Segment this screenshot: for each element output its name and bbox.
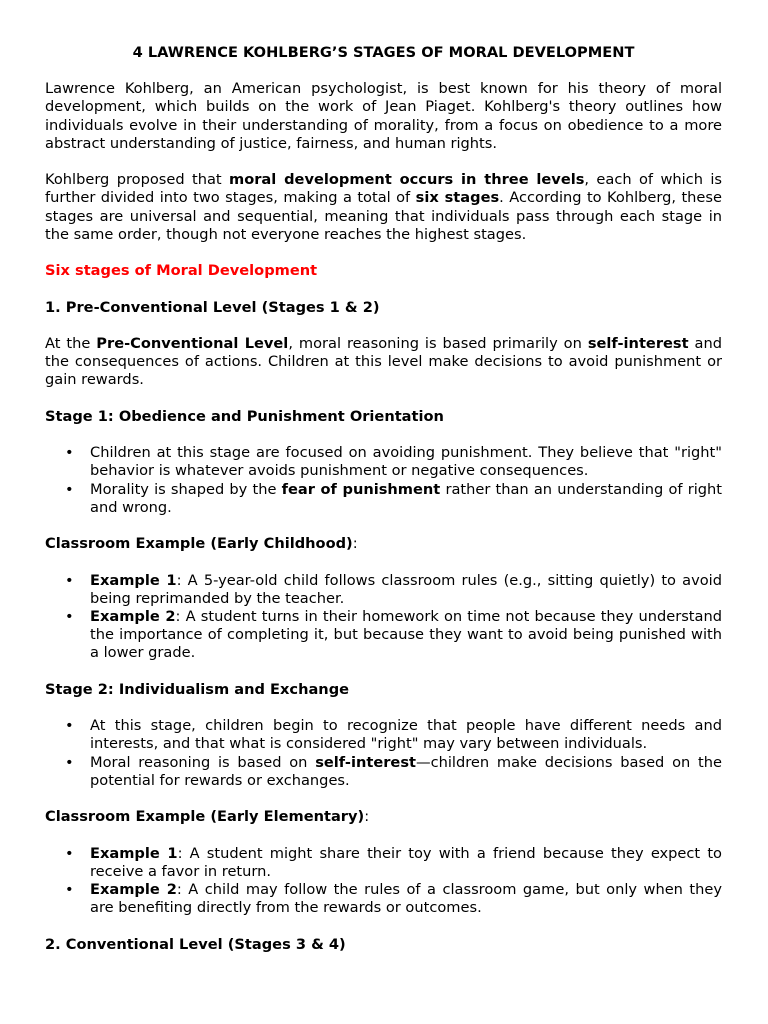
- list-item: [45, 754, 722, 790]
- text-run: : A student might share their toy with a friend because they expect to receive a favor in return.: [90, 844, 722, 880]
- document-title: 4 LAWRENCE KOHLBERG’S STAGES OF MORAL DEVELOPMENT: [132, 44, 635, 61]
- list-item: [45, 717, 722, 753]
- text-run: Classroom Example (Early Childhood): [45, 535, 353, 553]
- stage1-example-list: [45, 572, 722, 663]
- bold-run: Example 2: [90, 607, 176, 625]
- list-item: [45, 572, 722, 608]
- text-run: : A student turns in their homework on time not because they understand the importance of completing it, but because they want to avoid being punished with a lower grade.: [90, 607, 722, 662]
- bullet-icon: •: [65, 571, 74, 589]
- bold-run: Pre-Conventional Level: [96, 334, 289, 352]
- text-run: . According to Kohlberg, these stages are universal and sequential, meaning that individuals pass through each stage in the same order, though not everyone reaches the highest stages.: [45, 189, 722, 243]
- bullet-icon: •: [65, 444, 74, 462]
- list-item: [45, 845, 722, 881]
- stage2-heading: Stage 2: Individualism and Exchange: [45, 680, 350, 698]
- bullet-icon: •: [65, 753, 74, 771]
- list-item: [45, 481, 722, 517]
- text-run: At this stage, children begin to recognize that people have different needs and interests, and that what is considered "right" may vary between individuals.: [90, 717, 722, 753]
- text-run: —children make decisions based on the potential for rewards or exchanges.: [90, 753, 722, 789]
- text-run: : A child may follow the rules of a classroom game, but only when they are benefiting directly from the rewards or outcomes.: [90, 880, 722, 917]
- section-heading: Six stages of Moral Development: [45, 262, 318, 280]
- text-run: Morality is shaped by the: [90, 480, 282, 498]
- text-run: Kohlberg proposed that: [45, 171, 229, 189]
- list-item: [45, 881, 722, 917]
- stage2-classroom-heading: [45, 808, 722, 826]
- intro-paragraph: Lawrence Kohlberg, an American psychologist, is best known for his theory of moral development, which builds on the work of Jean Piaget. Kohlberg's theory outlines how individuals evolve in their understanding of morality, from a focus on obedience to a more abstract understanding of justice, fairness, and human rights.: [45, 80, 722, 152]
- list-item: [45, 444, 722, 480]
- stage2-bullet-list: [45, 717, 722, 790]
- text-run: :: [364, 808, 370, 826]
- text-run: , each of which is further divided into two stages, making a total of: [45, 171, 722, 207]
- bullet-icon: •: [65, 607, 74, 625]
- bullet-icon: •: [65, 480, 74, 498]
- list-item: [45, 608, 722, 663]
- bold-run: Example 1: [90, 571, 177, 589]
- level2-heading: 2. Conventional Level (Stages 3 & 4): [45, 935, 346, 953]
- text-run: Moral reasoning is based on: [90, 753, 316, 771]
- bold-run: six stages: [415, 189, 500, 207]
- stage2-example-list: [45, 845, 722, 918]
- text-run: rather than an understanding of right and wrong.: [90, 480, 723, 516]
- stage1-bullet-list: [45, 444, 722, 517]
- level1-heading: 1. Pre-Conventional Level (Stages 1 & 2): [45, 298, 380, 316]
- bold-run: self-interest: [315, 753, 416, 771]
- bold-run: self-interest: [587, 334, 689, 352]
- text-run: , moral reasoning is based primarily on: [288, 334, 588, 352]
- bullet-icon: •: [65, 717, 74, 735]
- bold-run: moral development occurs in three levels: [229, 171, 585, 189]
- text-run: Children at this stage are focused on avoiding punishment. They believe that "right" behavior is whatever avoids punishment or negative consequences.: [90, 444, 722, 480]
- bold-run: Example 2: [90, 880, 177, 898]
- bold-run: Example 1: [90, 844, 178, 862]
- text-run: :: [352, 535, 358, 553]
- levels-paragraph: [45, 171, 722, 244]
- text-run: Classroom Example (Early Elementary): [45, 808, 365, 826]
- bullet-icon: •: [65, 880, 74, 898]
- bold-run: fear of punishment: [281, 480, 441, 498]
- level1-paragraph: [45, 335, 722, 390]
- bullet-icon: •: [65, 844, 74, 862]
- document-page: [45, 44, 722, 972]
- text-run: At the: [45, 334, 97, 352]
- stage1-classroom-heading: [45, 535, 722, 553]
- stage1-heading: Stage 1: Obedience and Punishment Orientation: [45, 407, 444, 425]
- text-run: and the consequences of actions. Children at this level make decisions to avoid punishment or gain rewards.: [45, 334, 722, 389]
- text-run: : A 5-year-old child follows classroom rules (e.g., sitting quietly) to avoid being reprimanded by the teacher.: [90, 571, 722, 607]
